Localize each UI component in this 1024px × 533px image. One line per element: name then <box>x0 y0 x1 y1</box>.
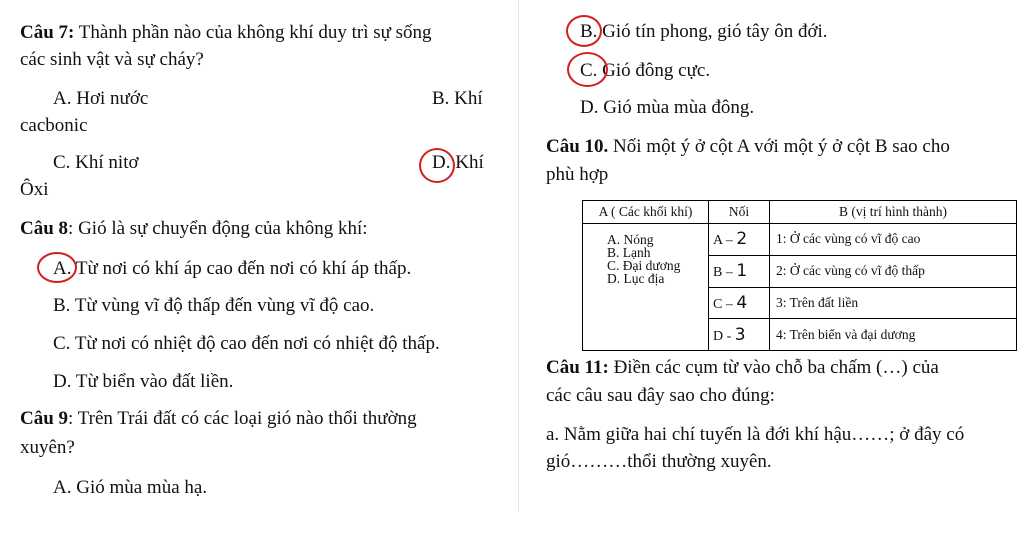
q10-label: Câu 10. <box>546 136 609 157</box>
q9-text-cont: xuyên? <box>20 437 75 458</box>
q9-option-b: B. Gió tín phong, gió tây ôn đới. <box>580 21 828 42</box>
match-answer: 3 <box>734 324 746 345</box>
answer-circle-q9-c <box>567 52 608 87</box>
q10-text: Nối một ý ở cột A với một ý ở cột B sao cho <box>608 136 950 157</box>
column-b-item: 1: Ở các vùng có vĩ độ cao <box>770 224 1017 256</box>
match-answer: 4 <box>736 292 748 313</box>
q10-text-cont: phù hợp <box>546 164 609 185</box>
column-a-item: D. Lục địa <box>607 271 665 286</box>
q9-option-c: C. Gió đông cực. <box>580 60 711 81</box>
q7-option-c: C. Khí nitơ <box>53 152 139 173</box>
matching-table <box>582 200 1017 351</box>
q8-option-a: A. Từ nơi có khí áp cao đến nơi có khí áp thấp. <box>53 258 412 279</box>
q11-label: Câu 11: <box>546 357 609 378</box>
q11-a-line2: gió………thổi thường xuyên. <box>546 451 772 472</box>
q7-option-b-cont: cacbonic <box>20 115 88 136</box>
match-cell <box>709 287 770 319</box>
q7-option-d-cont: Ôxi <box>20 179 49 200</box>
column-a-item: C. Đại dương <box>607 258 681 273</box>
answer-circle-q9-b <box>566 15 602 47</box>
q9-text: : Trên Trái đất có các loại gió nào thổi thường <box>68 408 417 429</box>
column-b-item: 4: Trên biển và đại dương <box>770 319 1017 351</box>
q7-text: Thành phần nào của không khí duy trì sự sống <box>74 22 432 43</box>
q9-option-d: D. Gió mùa mùa đông. <box>580 97 755 118</box>
q11-line1 <box>546 356 939 380</box>
q8-option-d: D. Từ biển vào đất liền. <box>53 371 234 392</box>
q7-option-b: B. Khí <box>432 88 483 109</box>
answer-circle-q7 <box>419 148 455 183</box>
q8-line1 <box>20 217 368 241</box>
column-a-item: B. Lạnh <box>607 245 651 260</box>
q9-label: Câu 9 <box>20 408 69 429</box>
column-divider <box>518 0 519 512</box>
q11-a-line1: a. Nằm giữa hai chí tuyến là đới khí hậu……; ở đây có <box>546 424 965 445</box>
column-a-items <box>583 224 709 351</box>
table-header-a: A ( Các khối khí) <box>583 201 709 224</box>
q8-option-c: C. Từ nơi có nhiệt độ cao đến nơi có nhiệt độ thấp. <box>53 333 440 354</box>
q7-option-d: D. Khí <box>432 152 484 173</box>
q11-text: Điền các cụm từ vào chỗ ba chấm (…) của <box>608 357 939 378</box>
match-cell <box>709 224 770 256</box>
match-pair: D - <box>713 328 732 344</box>
q8-label: Câu 8 <box>20 218 69 239</box>
q8-text: : Gió là sự chuyển động của không khí: <box>68 218 368 239</box>
match-pair: B – <box>713 265 733 281</box>
table-header-b: B (vị trí hình thành) <box>770 201 1017 224</box>
q7-option-a: A. Hơi nước <box>53 88 149 109</box>
column-b-item: 2: Ở các vùng có vĩ độ thấp <box>770 255 1017 287</box>
match-pair: C – <box>713 296 733 312</box>
q11-text-cont: các câu sau đây sao cho đúng: <box>546 385 775 406</box>
match-pair: A – <box>713 233 733 249</box>
column-b-item: 3: Trên đất liền <box>770 287 1017 319</box>
q7-line1 <box>20 21 432 45</box>
match-cell <box>709 255 770 287</box>
table-header-noi: Nối <box>709 201 770 224</box>
q8-option-b: B. Từ vùng vĩ độ thấp đến vùng vĩ độ cao. <box>53 295 375 316</box>
match-answer: 2 <box>736 229 748 250</box>
q7-text-cont: các sinh vật và sự cháy? <box>20 49 204 70</box>
column-a-item: A. Nóng <box>607 232 654 247</box>
match-cell <box>709 319 770 351</box>
answer-circle-q8 <box>37 252 77 283</box>
match-answer: 1 <box>736 261 748 282</box>
q9-option-a: A. Gió mùa mùa hạ. <box>53 477 208 498</box>
q9-line1 <box>20 407 417 431</box>
table-row <box>583 224 1017 256</box>
q10-line1 <box>546 135 950 159</box>
q7-label: Câu 7: <box>20 22 75 43</box>
table-header-row <box>583 201 1017 224</box>
